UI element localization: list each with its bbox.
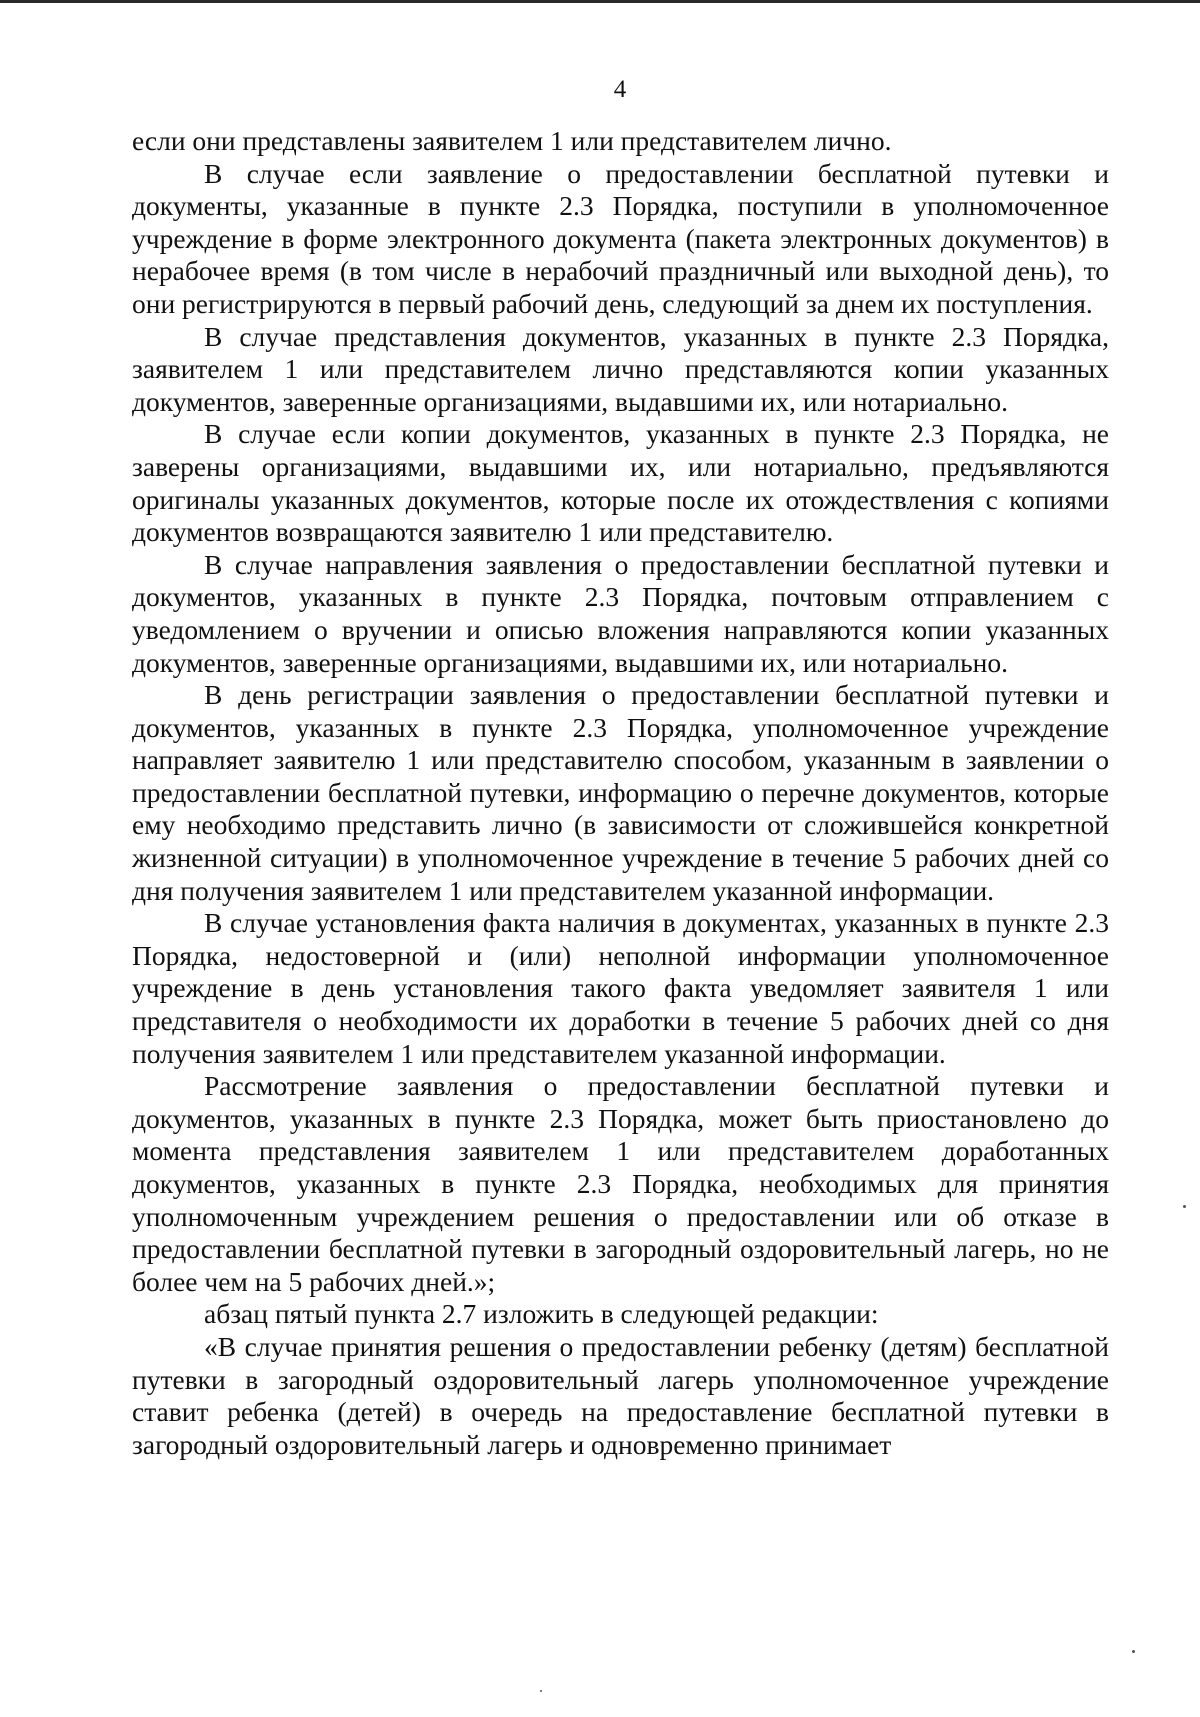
paragraph-continuation: если они представлены заявителем 1 или представителем лично. xyxy=(132,125,892,156)
paragraph-new-wording: «В случае принятия решения о предоставлении ребенку (детям) бесплатной путевки в загородный оздоровительный лагерь уполномоченное учреждение ставит ребенка (детей) в очередь на предоставление бесплатной путевки в загородный оздоровительный лагерь и одновременно принимает xyxy=(132,1330,1109,1460)
scan-speck xyxy=(540,1690,542,1692)
page-number: 4 xyxy=(613,76,627,103)
paragraph-postal-submission: В случае направления заявления о предоставлении бесплатной путевки и документов, указанных в пункте 2.3 Порядка, почтовым отправлением с уведомлением о вручении и описью вложения направляются копии указанных документов, заверенные организациями, выдавшими их, или нотариально. xyxy=(132,548,1109,678)
paragraph-suspension: Рассмотрение заявления о предоставлении бесплатной путевки и документов, указанных в пункте 2.3 Порядка, может быть приостановлено до момента представления заявителем 1 или представителем доработанных документов, указанных в пункте 2.3 Порядка, необходимых для принятия уполномоченным учреждением решения о предоставлении или об отказе в предоставлении бесплатной путевки в загородный оздоровительный лагерь, но не более чем на 5 рабочих дней.»; xyxy=(132,1070,1109,1297)
paragraph-registration-day: В день регистрации заявления о предоставлении бесплатной путевки и документов, указанных в пункте 2.3 Порядка, уполномоченное учреждение направляет заявителю 1 или представителю способом, указанным в заявлении о предоставлении бесплатной путевки, информацию о перечне документов, которые ему необходимо представить лично (в зависимости от сложившейся конкретной жизненной ситуации) в уполномоченное учреждение в течение 5 рабочих дней со дня получения заявителем 1 или представителем указанной информации. xyxy=(132,679,1109,906)
document-body xyxy=(132,125,1109,1461)
paragraph-incomplete-information: В случае установления факта наличия в документах, указанных в пункте 2.3 Порядка, недостоверной и (или) неполной информации уполномоченное учреждение в день установления такого факта уведомляет заявителя 1 или представителя о необходимости их доработки в течение 5 рабочих дней со дня получения заявителем 1 или представителем указанной информации. xyxy=(132,907,1109,1069)
scan-speck xyxy=(1183,1205,1186,1208)
scan-top-edge xyxy=(0,0,1200,3)
scan-speck xyxy=(1132,1650,1135,1653)
paragraph-amendment-instruction: абзац пятый пункта 2.7 изложить в следующей редакции: xyxy=(204,1298,879,1330)
paragraph-uncertified-copies: В случае если копии документов, указанных в пункте 2.3 Порядка, не заверены организациями, выдавшими их, или нотариально, предъявляются оригиналы указанных документов, которые после их отождествления с копиями документов возвращаются заявителю 1 или представителю. xyxy=(132,418,1109,548)
paragraph-copies-in-person: В случае представления документов, указанных в пункте 2.3 Порядка, заявителем 1 или представителем лично представляются копии указанных документов, заверенные организациями, выдавшими их, или нотариально. xyxy=(132,320,1109,417)
paragraph-electronic-registration: В случае если заявление о предоставлении бесплатной путевки и документы, указанные в пункте 2.3 Порядка, поступили в уполномоченное учреждение в форме электронного документа (пакета электронных документов) в нерабочее время (в том числе в нерабочий праздничный или выходной день), то они регистрируются в первый рабочий день, следующий за днем их поступления. xyxy=(132,157,1109,319)
